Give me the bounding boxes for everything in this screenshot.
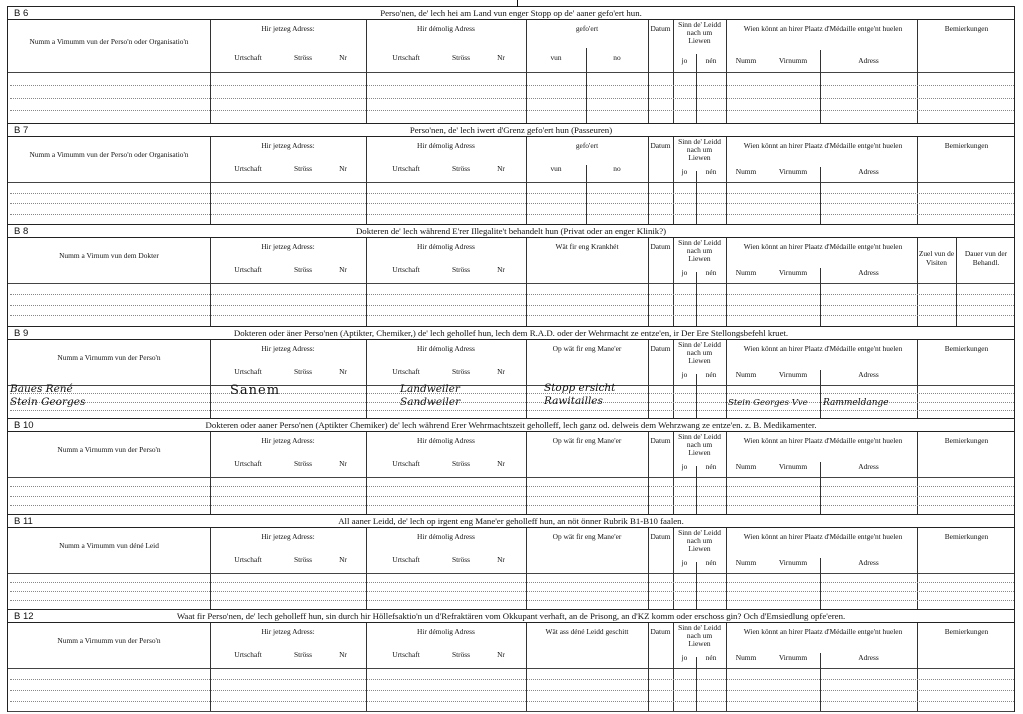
medal-firstname-header: Virnumm [778, 167, 808, 176]
entry-line[interactable] [10, 294, 1014, 295]
number-header: Nr [339, 555, 347, 564]
date-header: Datum [650, 141, 671, 150]
medal-name-header: Numm [735, 653, 757, 662]
locality-header: Urtschaft [234, 367, 262, 376]
medal-address-header: Adress [858, 370, 879, 379]
column-rule [726, 432, 727, 514]
medal-address-header: Adress [858, 653, 879, 662]
column-rule [648, 20, 649, 123]
column-rule [696, 374, 697, 418]
street-header: Ströss [293, 459, 313, 468]
entry-line[interactable] [10, 203, 1014, 204]
yes-header: jo [681, 268, 688, 277]
column-rule [696, 171, 697, 224]
no-header: nén [705, 167, 717, 176]
medal-header: Wien könnt an hirer Plaatz d'Médaille entge'nt huelen [743, 627, 903, 636]
yes-header: jo [681, 558, 688, 567]
no-header: nén [705, 268, 717, 277]
yes-header: jo [681, 167, 688, 176]
entry-line[interactable] [10, 486, 1014, 487]
locality-header: Urtschaft [234, 459, 262, 468]
section-title: Perso'nen, de' lech hei am Land vun enger Stopp op de' aaner gefo'ert hun. [380, 8, 642, 18]
name-column-header: Numm a Virnumm vun der Perso'n [57, 445, 161, 454]
medal-address-header: Adress [858, 56, 879, 65]
visits-header: Zuel vun de Visiten [918, 249, 955, 267]
handwritten-name[interactable]: Stein Georges [10, 396, 86, 408]
current-address-header: Hir jetzeg Adress: [261, 532, 315, 541]
extra-column-header: gefo'ert [575, 141, 599, 150]
number-header: Nr [497, 459, 505, 468]
header-rule [8, 668, 1014, 669]
number-header: Nr [497, 650, 505, 659]
treatment-duration-header: Dauer vun der Behandl. [964, 249, 1008, 267]
extra-column-header: Op wät fir eng Mane'er [552, 532, 622, 541]
number-header: Nr [497, 265, 505, 274]
section-code: B 9 [14, 328, 29, 339]
column-rule [917, 20, 918, 123]
current-address-header: Hir jetzeg Adress: [261, 242, 315, 251]
entry-line[interactable] [10, 701, 1014, 702]
medal-name-header: Numm [735, 56, 757, 65]
section-code: B 12 [14, 611, 34, 622]
former-address-header: Hir démolig Adress [417, 242, 475, 251]
number-header: Nr [497, 164, 505, 173]
column-rule [726, 137, 727, 224]
number-header: Nr [497, 53, 505, 62]
remarks-header: Bemierkungen [944, 627, 989, 636]
locality-header: Urtschaft [234, 555, 262, 564]
former-address-header: Hir démolig Adress [417, 344, 475, 353]
locality-header: Urtschaft [392, 164, 420, 173]
entry-line[interactable] [10, 305, 1014, 306]
section-title: Dokteren de' lech während E'rer Illegalite't behandelt hun (Privat oder an enger Klinik?) [355, 226, 667, 236]
extra-column-header: gefo'ert [575, 24, 599, 33]
form-section [7, 224, 1015, 326]
locality-header: Urtschaft [392, 265, 420, 274]
section-code: B 10 [14, 420, 34, 431]
handwritten-former-locality[interactable]: Sandweiler [400, 396, 461, 408]
column-rule [366, 20, 367, 123]
column-rule [696, 466, 697, 514]
medal-firstname-header: Virnumm [778, 653, 808, 662]
column-rule [726, 623, 727, 712]
header-rule [8, 385, 1014, 386]
date-header: Datum [650, 242, 671, 251]
column-rule [673, 528, 674, 609]
entry-line[interactable] [10, 505, 1014, 506]
section-title: Waat fir Perso'nen, de' lech geholleff hun, sin durch hir Höllefsaktio'n un d'Refraktären vom Okkupant verhaft, an de Prisong, an d'KZ komm oder erschoss gin? Och d'Emsiedlung opfe'eren. [176, 611, 846, 621]
alive-header: Sinn de' Leidd nach um Liewen [678, 20, 721, 45]
column-rule [696, 272, 697, 326]
street-header: Ströss [451, 265, 471, 274]
column-rule [673, 137, 674, 224]
alive-header: Sinn de' Leidd nach um Liewen [678, 238, 721, 263]
medal-header: Wien könnt an hirer Plaatz d'Médaille entge'nt huelen [743, 24, 903, 33]
number-header: Nr [339, 53, 347, 62]
entry-line[interactable] [10, 85, 1014, 86]
former-address-header: Hir démolig Adress [417, 627, 475, 636]
medal-header: Wien könnt an hirer Plaatz d'Médaille entge'nt huelen [743, 141, 903, 150]
locality-header: Urtschaft [392, 367, 420, 376]
yes-header: jo [681, 653, 688, 662]
header-rule [8, 182, 1014, 183]
locality-header: Urtschaft [234, 164, 262, 173]
street-header: Ströss [451, 555, 471, 564]
locality-header: Urtschaft [234, 265, 262, 274]
column-rule [696, 562, 697, 609]
locality-header: Urtschaft [392, 555, 420, 564]
street-header: Ströss [293, 53, 313, 62]
alive-header: Sinn de' Leidd nach um Liewen [678, 528, 721, 553]
name-column-header: Numm a Vimumm vun der Perso'n oder Organisatio'n [29, 150, 189, 159]
medal-name-header: Numm [735, 462, 757, 471]
remarks-header: Bemierkungen [944, 24, 989, 33]
locality-header: Urtschaft [392, 459, 420, 468]
number-header: Nr [497, 555, 505, 564]
column-rule [673, 623, 674, 712]
section-title-bar [8, 6, 1014, 20]
name-column-header: Numm a Virnum vun dem Dokter [59, 251, 159, 260]
entry-line[interactable] [10, 582, 1014, 583]
street-header: Ströss [293, 367, 313, 376]
alive-header: Sinn de' Leidd nach um Liewen [678, 623, 721, 648]
medal-firstname-header: Virnumm [778, 370, 808, 379]
alive-header: Sinn de' Leidd nach um Liewen [678, 432, 721, 457]
section-title: Perso'nen, de' lech iwert d'Grenz gefo'ert hun (Passeuren) [409, 125, 613, 135]
extra-column-header: Op wät fir eng Mane'er [552, 344, 622, 353]
entry-line[interactable] [10, 214, 1014, 215]
section-title-bar [8, 418, 1014, 432]
header-rule [8, 573, 1014, 574]
medal-header: Wien könnt an hirer Plaatz d'Médaille entge'nt huelen [743, 436, 903, 445]
entry-line[interactable] [10, 690, 1014, 691]
entry-line[interactable] [10, 679, 1014, 680]
current-address-header: Hir jetzeg Adress: [261, 344, 315, 353]
entry-line[interactable] [10, 410, 1014, 411]
no-header: nén [705, 558, 717, 567]
column-rule [673, 20, 674, 123]
section-title-bar [8, 609, 1014, 623]
extra-column-header: Wät fir eng Krankhét [555, 242, 619, 251]
yes-header: jo [681, 370, 688, 379]
medal-address-header: Adress [858, 167, 879, 176]
current-address-header: Hir jetzeg Adress: [261, 627, 315, 636]
no-header: nén [705, 462, 717, 471]
number-header: Nr [339, 650, 347, 659]
locality-header: Urtschaft [234, 650, 262, 659]
medal-address-header: Adress [858, 268, 879, 277]
from-header: vun [550, 53, 562, 62]
street-header: Ströss [451, 53, 471, 62]
section-code: B 7 [14, 125, 29, 136]
former-address-header: Hir démolig Adress [417, 141, 475, 150]
name-column-header: Numm a Vimumm vun der Perso'n oder Organisatio'n [29, 37, 189, 46]
street-header: Ströss [293, 650, 313, 659]
entry-line[interactable] [10, 98, 1014, 99]
column-rule [586, 165, 587, 224]
medal-name-header: Numm [735, 558, 757, 567]
street-header: Ströss [293, 265, 313, 274]
number-header: Nr [339, 367, 347, 376]
current-address-header: Hir jetzeg Adress: [261, 141, 315, 150]
section-title: Dokteren oder aaner Perso'nen (Aptikter Chemiker) de' lech während Erer Wehrmachtszeit geholleff, lech ganz od. delweis dem Wehrzwang ze entze'en. z. B. Medikamenter. [205, 420, 817, 430]
entry-line[interactable] [10, 315, 1014, 316]
extra-column-header: Wät ass déné Leidd geschitt [545, 627, 629, 636]
section-title-bar [8, 123, 1014, 137]
header-rule [8, 283, 1014, 284]
form-section [7, 609, 1015, 712]
entry-line[interactable] [10, 110, 1014, 111]
section-title: All aaner Leidd, de' lech op irgent eng Mane'er geholleff hun, an nöt önner Rubrik B1-B10 faalen. [338, 516, 684, 526]
column-rule [726, 238, 727, 326]
medal-address-header: Adress [858, 462, 879, 471]
handwritten-manner[interactable]: Stopp ersicht [544, 382, 616, 394]
yes-header: jo [681, 56, 688, 65]
remarks-header: Bemierkungen [944, 532, 989, 541]
current-address-header: Hir jetzeg Adress: [261, 24, 315, 33]
remarks-header: Bemierkungen [944, 344, 989, 353]
form-bottom-rule [8, 711, 1014, 712]
extra-column-header: Op wät fir eng Mane'er [552, 436, 622, 445]
entry-line[interactable] [10, 193, 1014, 194]
column-rule [673, 432, 674, 514]
number-header: Nr [339, 265, 347, 274]
remarks-header: Bemierkungen [944, 141, 989, 150]
street-header: Ströss [451, 367, 471, 376]
section-code: B 6 [14, 8, 29, 19]
street-header: Ströss [293, 555, 313, 564]
form-page [7, 6, 1015, 712]
name-column-header: Numm a Virnumm vun déné Leid [59, 541, 159, 550]
medal-header: Wien könnt an hirer Plaatz d'Médaille entge'nt huelen [743, 532, 903, 541]
name-column-header: Numm a Virnumm vun der Perso'n [57, 636, 161, 645]
section-title-bar [8, 514, 1014, 528]
form-section [7, 514, 1015, 609]
handwritten-name[interactable]: Baues René [10, 383, 73, 395]
column-rule [696, 657, 697, 712]
section-title-bar [8, 326, 1014, 340]
number-header: Nr [497, 367, 505, 376]
top-tick-mark [517, 0, 518, 7]
form-section [7, 6, 1015, 123]
no-header: nén [705, 56, 717, 65]
street-header: Ströss [451, 164, 471, 173]
medal-name-header: Numm [735, 167, 757, 176]
date-header: Datum [650, 344, 671, 353]
entry-line[interactable] [10, 496, 1014, 497]
medal-name-header: Numm [735, 370, 757, 379]
alive-header: Sinn de' Leidd nach um Liewen [678, 340, 721, 365]
handwritten-medal-place[interactable]: Rammeldange [823, 398, 889, 408]
form-section [7, 326, 1015, 418]
handwritten-former-locality[interactable]: Landweiler [400, 383, 460, 395]
handwritten-manner[interactable]: Rawitailles [544, 395, 603, 407]
handwritten-locality[interactable]: Sanem [230, 383, 281, 398]
yes-header: jo [681, 462, 688, 471]
locality-header: Urtschaft [234, 53, 262, 62]
date-header: Datum [650, 436, 671, 445]
date-header: Datum [650, 24, 671, 33]
column-rule [210, 20, 211, 123]
form-section [7, 123, 1015, 224]
section-code: B 8 [14, 226, 29, 237]
section-title: Dokteren oder äner Perso'nen (Aptikter, Chemiker,) de' lech gehollef hun, lech dem R.A.D. oder der Wehrmacht ze entze'en, ir Der Ere Stellongsbefehl kruet. [233, 328, 789, 338]
medal-firstname-header: Virnumm [778, 558, 808, 567]
medal-firstname-header: Virnumm [778, 268, 808, 277]
medal-header: Wien könnt an hirer Plaatz d'Médaille entge'nt huelen [743, 344, 903, 353]
medal-address-header: Adress [858, 558, 879, 567]
name-column-header: Numm a Virnumm vun der Perso'n [57, 353, 161, 362]
former-address-header: Hir démolig Adress [417, 436, 475, 445]
medal-header: Wien könnt an hirer Plaatz d'Médaille entge'nt huelen [743, 242, 903, 251]
entry-line[interactable] [10, 393, 1014, 394]
current-address-header: Hir jetzeg Adress: [261, 436, 315, 445]
street-header: Ströss [293, 164, 313, 173]
alive-header: Sinn de' Leidd nach um Liewen [678, 137, 721, 162]
number-header: Nr [339, 164, 347, 173]
to-header: no [613, 164, 621, 173]
medal-name-header: Numm [735, 268, 757, 277]
header-rule [8, 72, 1014, 73]
remarks-header: Bemierkungen [944, 436, 989, 445]
former-address-header: Hir démolig Adress [417, 532, 475, 541]
locality-header: Urtschaft [392, 53, 420, 62]
column-rule [673, 238, 674, 326]
medal-firstname-header: Virnumm [778, 462, 808, 471]
former-address-header: Hir démolig Adress [417, 24, 475, 33]
number-header: Nr [339, 459, 347, 468]
entry-line[interactable] [10, 600, 1014, 601]
entry-line[interactable] [10, 591, 1014, 592]
section-title-bar [8, 224, 1014, 238]
date-header: Datum [650, 532, 671, 541]
section-code: B 11 [14, 516, 33, 527]
no-header: nén [705, 370, 717, 379]
street-header: Ströss [451, 650, 471, 659]
medal-firstname-header: Virnumm [778, 56, 808, 65]
locality-header: Urtschaft [392, 650, 420, 659]
column-rule [526, 20, 527, 123]
from-header: vun [550, 164, 562, 173]
date-header: Datum [650, 627, 671, 636]
header-rule [8, 477, 1014, 478]
column-rule [726, 20, 727, 123]
no-header: nén [705, 653, 717, 662]
column-rule [726, 528, 727, 609]
street-header: Ströss [451, 459, 471, 468]
to-header: no [613, 53, 621, 62]
form-section [7, 418, 1015, 514]
handwritten-medal-person[interactable]: Stein Georges Vve [728, 398, 808, 408]
